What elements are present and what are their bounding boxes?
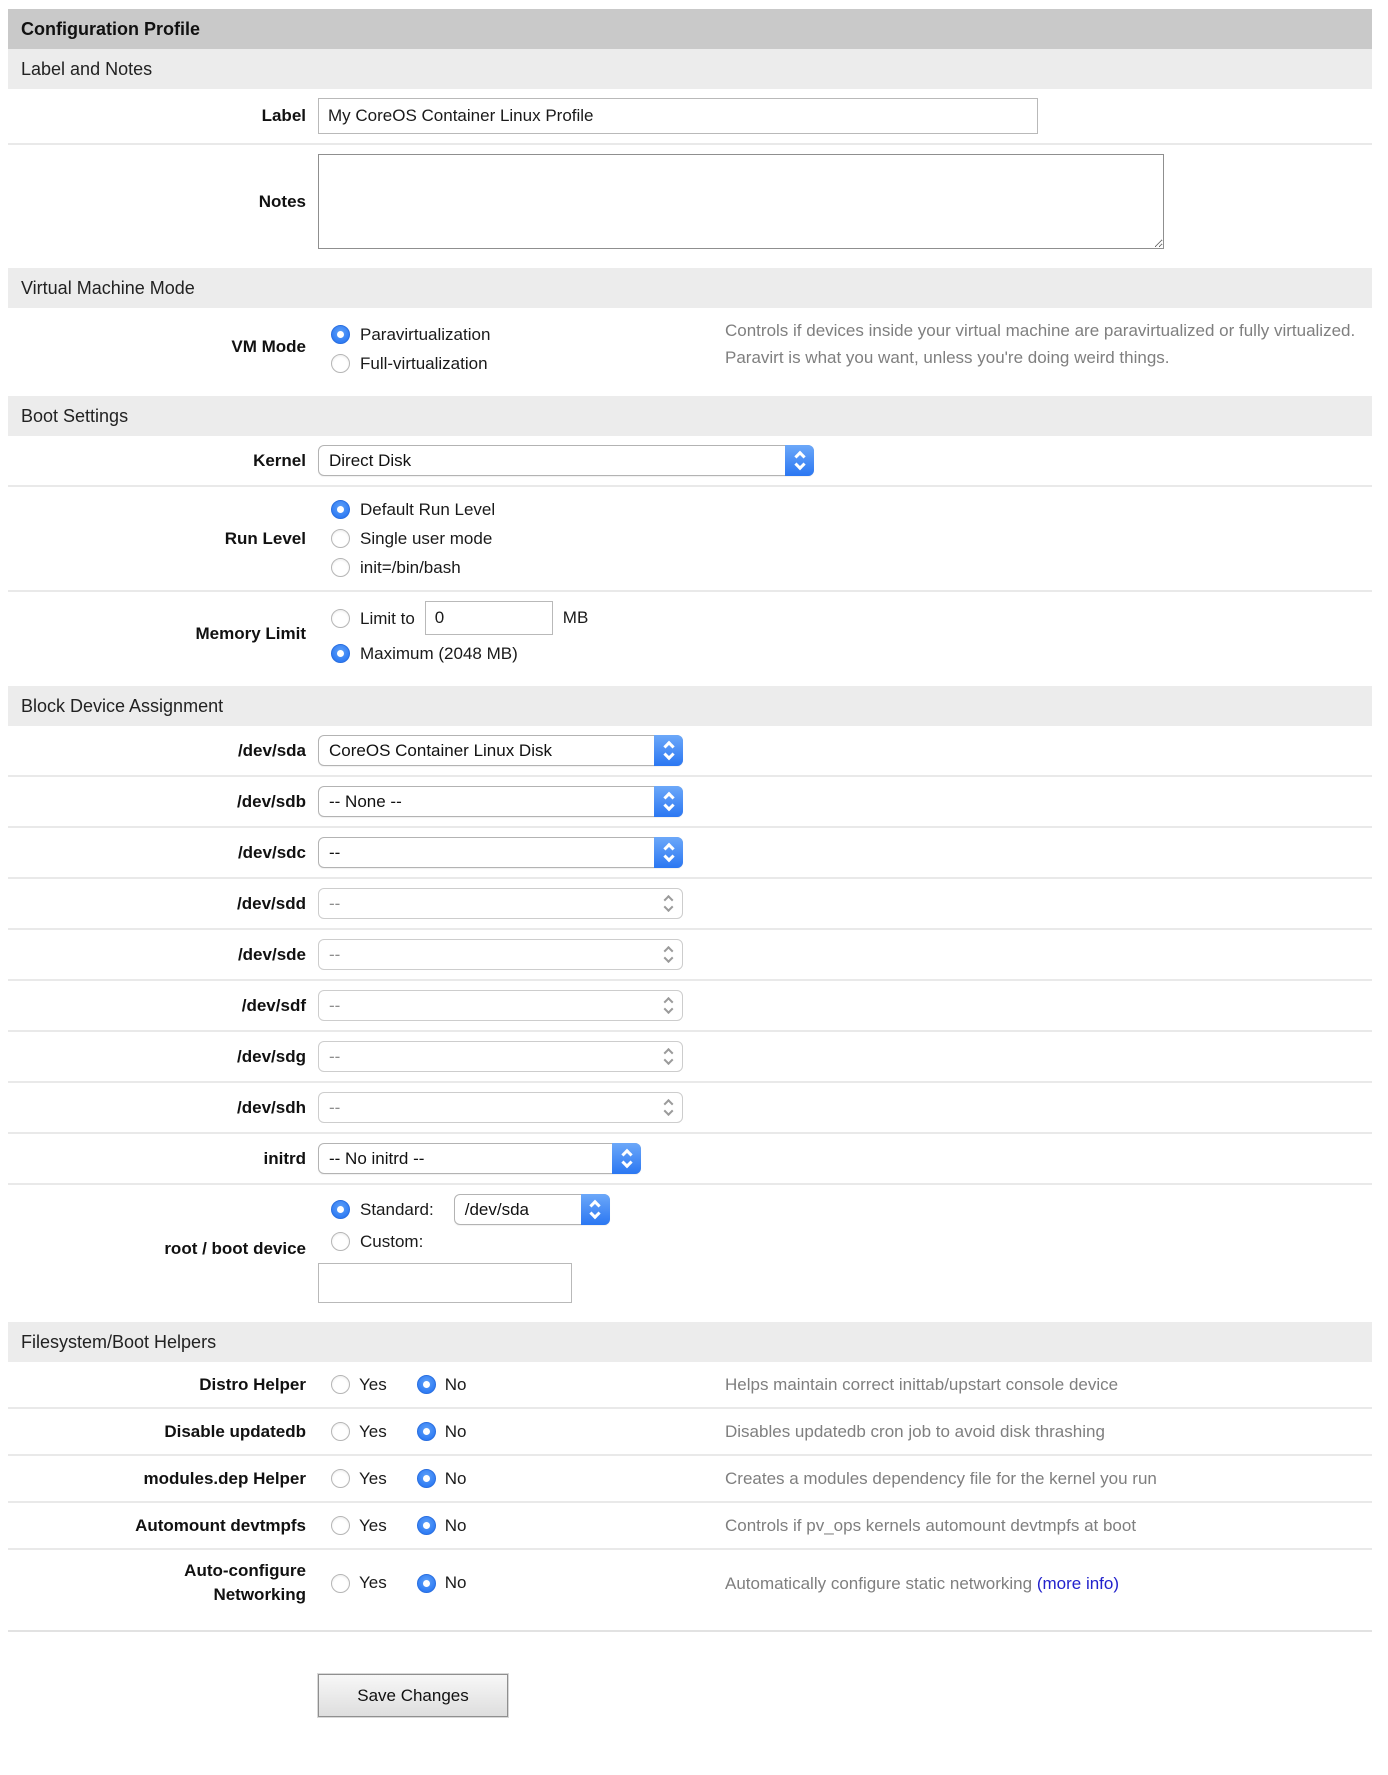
radio-modules-dep-no[interactable] — [417, 1469, 436, 1488]
section-filesystem-boot-helpers: Filesystem/Boot Helpers — [8, 1322, 1372, 1362]
label-field-label: Label — [261, 106, 306, 125]
chevron-up-down-icon — [785, 445, 814, 476]
initrd-select[interactable]: -- No initrd -- — [318, 1143, 641, 1174]
label-row — [8, 89, 1372, 143]
chevron-up-down-icon — [654, 939, 683, 970]
memory-limit-row — [8, 590, 1372, 676]
radio-automount-devtmpfs-yes[interactable] — [331, 1516, 350, 1535]
radio-auto-configure-networking-no[interactable] — [417, 1574, 436, 1593]
memory-limit-option-maximum[interactable]: Maximum (2048 MB) — [331, 640, 588, 667]
radio-limit-to[interactable] — [331, 609, 350, 628]
root-boot-option-standard[interactable]: Standard: — [331, 1196, 434, 1223]
memory-limit-option-limit[interactable]: Limit to — [331, 605, 415, 632]
chevron-up-down-icon — [654, 1092, 683, 1123]
run-level-option-init-bash[interactable]: init=/bin/bash — [331, 554, 495, 581]
radio-paravirtualization[interactable] — [331, 325, 350, 344]
block-device-select-sdc[interactable]: -- — [318, 837, 683, 868]
radio-auto-configure-networking-yes[interactable] — [331, 1574, 350, 1593]
notes-textarea[interactable] — [318, 154, 1164, 249]
run-level-label: Run Level — [224, 528, 306, 548]
save-area — [8, 1630, 1372, 1717]
block-device-select-sdf: -- — [318, 990, 683, 1021]
vm-mode-help: Controls if devices inside your virtual machine are paravirtualized or fully virtualized. Paravirt is what you want, unless you're doing weird things. — [725, 321, 1356, 367]
radio-init-bin-bash[interactable] — [331, 558, 350, 577]
vm-mode-label: VM Mode — [231, 337, 306, 356]
root-boot-device-label: root / boot device — [164, 1238, 306, 1258]
run-level-option-default[interactable]: Default Run Level — [331, 496, 495, 523]
block-device-select-sdb[interactable]: -- None -- — [318, 786, 683, 817]
radio-disable-updatedb-no[interactable] — [417, 1422, 436, 1441]
kernel-select-value: Direct Disk — [329, 450, 412, 470]
section-virtual-machine-mode: Virtual Machine Mode — [8, 268, 1372, 308]
radio-automount-devtmpfs-no[interactable] — [417, 1516, 436, 1535]
radio-custom[interactable] — [331, 1232, 350, 1251]
chevron-up-down-icon — [654, 786, 683, 817]
radio-single-user-mode[interactable] — [331, 529, 350, 548]
block-device-row-sdf: /dev/sdf -- — [8, 979, 1372, 1030]
more-info-link[interactable]: (more info) — [1036, 1573, 1120, 1593]
kernel-select[interactable] — [318, 445, 814, 476]
block-device-select-sdh: -- — [318, 1092, 683, 1123]
automount-devtmpfs-row: Automount devtmpfs Yes No Controls if pv_ops kernels automount devtmpfs at boot — [8, 1501, 1372, 1548]
vm-mode-row — [8, 308, 1372, 386]
radio-maximum[interactable] — [331, 644, 350, 663]
radio-full-virtualization[interactable] — [331, 354, 350, 373]
chevron-up-down-icon — [612, 1143, 641, 1174]
initrd-label: initrd — [263, 1148, 306, 1168]
block-device-select-sda[interactable]: CoreOS Container Linux Disk — [318, 735, 683, 766]
root-boot-device-row — [8, 1183, 1372, 1312]
root-boot-option-custom[interactable]: Custom: — [331, 1228, 610, 1255]
modules-dep-helper-row: modules.dep Helper Yes No Creates a modules dependency file for the kernel you run — [8, 1454, 1372, 1501]
block-device-select-sdg: -- — [318, 1041, 683, 1072]
block-device-row-sdb: /dev/sdb -- None -- — [8, 775, 1372, 826]
radio-standard[interactable] — [331, 1200, 350, 1219]
custom-root-device-input[interactable] — [318, 1263, 572, 1303]
section-boot-settings: Boot Settings — [8, 396, 1372, 436]
block-device-row-sdg: /dev/sdg -- — [8, 1030, 1372, 1081]
radio-default-run-level[interactable] — [331, 500, 350, 519]
block-device-row-sda: /dev/sda CoreOS Container Linux Disk — [8, 726, 1372, 775]
radio-modules-dep-yes[interactable] — [331, 1469, 350, 1488]
block-device-row-sdh: /dev/sdh -- — [8, 1081, 1372, 1132]
vm-mode-option-full-virtualization[interactable]: Full-virtualization — [331, 350, 725, 377]
run-level-row — [8, 485, 1372, 590]
chevron-up-down-icon — [654, 990, 683, 1021]
block-device-row-sde: /dev/sde -- — [8, 928, 1372, 979]
save-changes-button[interactable]: Save Changes — [318, 1674, 508, 1717]
radio-distro-helper-yes[interactable] — [331, 1375, 350, 1394]
notes-field-label: Notes — [258, 191, 306, 211]
memory-limit-input[interactable] — [425, 601, 553, 635]
chevron-up-down-icon — [581, 1194, 610, 1225]
notes-row — [8, 143, 1372, 258]
chevron-up-down-icon — [654, 735, 683, 766]
block-device-select-sde: -- — [318, 939, 683, 970]
root-device-select[interactable]: /dev/sda — [454, 1194, 610, 1225]
section-block-device-assignment: Block Device Assignment — [8, 686, 1372, 726]
disable-updatedb-row: Disable updatedb Yes No Disables updatedb cron job to avoid disk thrashing — [8, 1407, 1372, 1454]
kernel-row — [8, 436, 1372, 485]
auto-configure-networking-row: Auto-configure Networking Yes No Automatically configure static networking (more info) — [8, 1548, 1372, 1616]
block-device-row-sdc: /dev/sdc -- — [8, 826, 1372, 877]
radio-distro-helper-no[interactable] — [417, 1375, 436, 1394]
memory-limit-unit: MB — [562, 608, 589, 627]
radio-disable-updatedb-yes[interactable] — [331, 1422, 350, 1441]
chevron-up-down-icon — [654, 888, 683, 919]
vm-mode-option-paravirtualization[interactable]: Paravirtualization — [331, 321, 725, 348]
block-device-select-sdd: -- — [318, 888, 683, 919]
run-level-option-single-user[interactable]: Single user mode — [331, 525, 495, 552]
block-device-row-sdd: /dev/sdd -- — [8, 877, 1372, 928]
kernel-label: Kernel — [253, 450, 306, 470]
chevron-up-down-icon — [654, 837, 683, 868]
section-label-and-notes: Label and Notes — [8, 49, 1372, 89]
chevron-up-down-icon — [654, 1041, 683, 1072]
page-title: Configuration Profile — [8, 9, 1372, 49]
label-input[interactable] — [318, 98, 1038, 134]
initrd-row — [8, 1132, 1372, 1183]
distro-helper-row: Distro Helper Yes No Helps maintain correct inittab/upstart console device — [199, 1374, 1119, 1394]
memory-limit-label: Memory Limit — [195, 624, 306, 643]
